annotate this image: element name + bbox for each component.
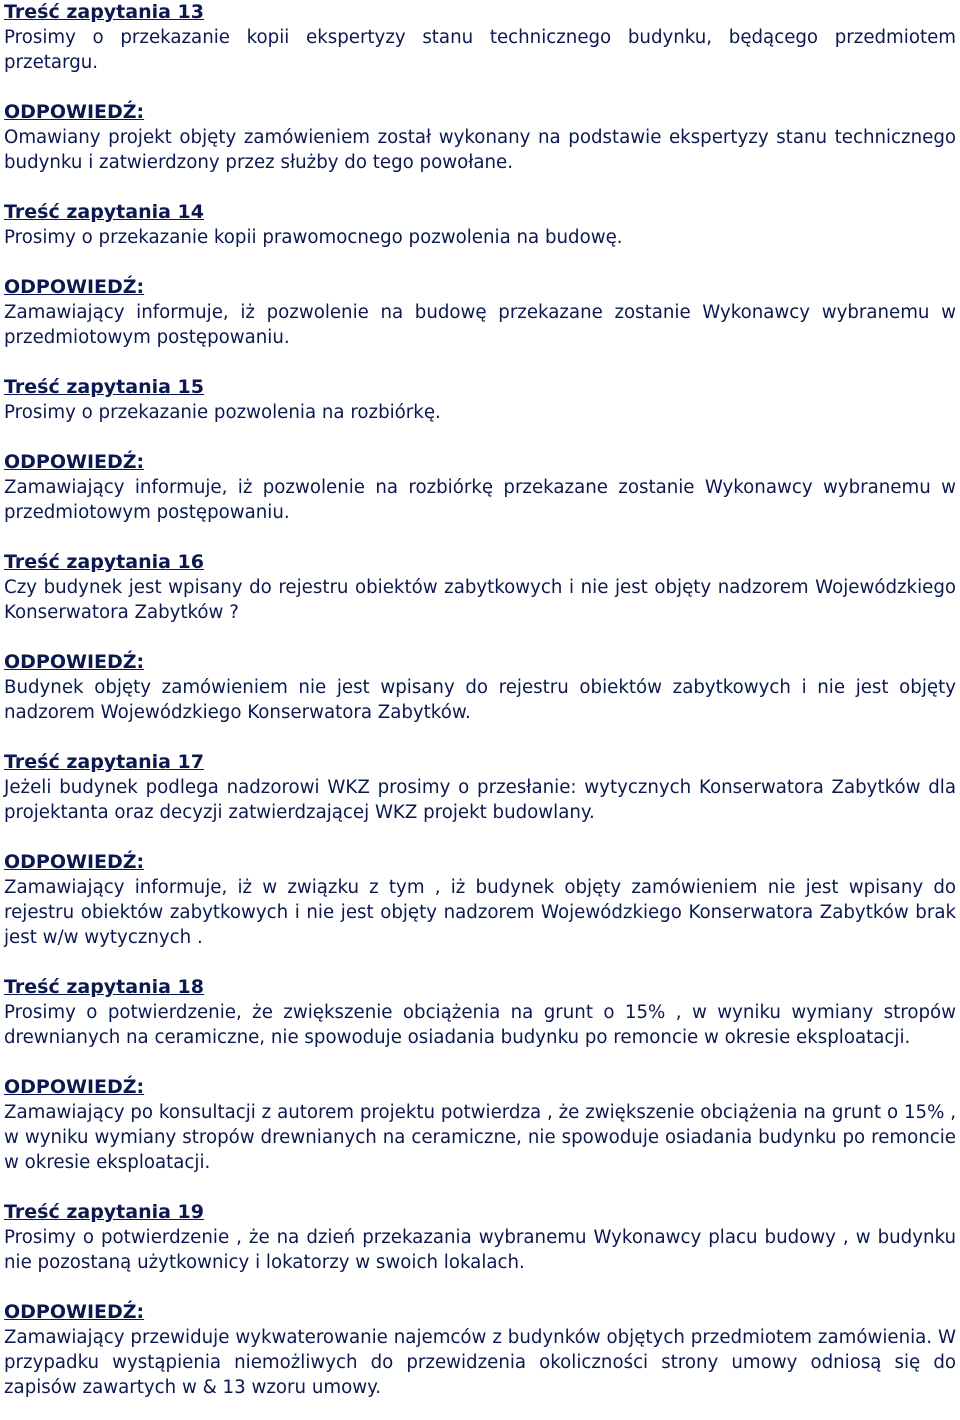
question-text: Prosimy o potwierdzenie , że na dzień przekazania wybranemu Wykonawcy placu budowy , w budynku nie pozostaną użytkownicy i lokatorzy w swoich lokalach.	[4, 1227, 956, 1273]
question-text: Prosimy o przekazanie kopii prawomocnego pozwolenia na budowę.	[4, 227, 623, 248]
question-title: Treść zapytania 16	[4, 551, 205, 573]
question-title: Treść zapytania 15	[4, 376, 205, 398]
answer-label: ODPOWIEDŹ:	[4, 851, 145, 873]
answer-text: Zamawiający po konsultacji z autorem projektu potwierdza , że zwiększenie obciążenia na grunt o 15% , w wyniku wymiany stropów drewnianych na ceramiczne, nie spowoduje osiadania budynku po remoncie w okresie eksploatacji.	[4, 1102, 956, 1173]
question-title: Treść zapytania 18	[4, 976, 205, 998]
question-title: Treść zapytania 13	[4, 1, 205, 23]
question-text: Prosimy o przekazanie pozwolenia na rozbiórkę.	[4, 402, 441, 423]
qa-block-14	[4, 200, 956, 375]
answer-label: ODPOWIEDŹ:	[4, 1076, 145, 1098]
answer-text: Omawiany projekt objęty zamówieniem został wykonany na podstawie ekspertyzy stanu technicznego budynku i zatwierdzony przez służby do tego powołane.	[4, 127, 956, 173]
qa-block-19	[4, 1200, 956, 1400]
answer-label: ODPOWIEDŹ:	[4, 1301, 145, 1323]
answer-label: ODPOWIEDŹ:	[4, 451, 145, 473]
qa-block-16	[4, 550, 956, 750]
question-text: Jeżeli budynek podlega nadzorowi WKZ prosimy o przesłanie: wytycznych Konserwatora Zabytków dla projektanta oraz decyzji zatwierdzającej WKZ projekt budowlany.	[4, 777, 956, 823]
answer-text: Budynek objęty zamówieniem nie jest wpisany do rejestru obiektów zabytkowych i nie jest objęty nadzorem Wojewódzkiego Konserwatora Zabytków.	[4, 677, 956, 723]
answer-label: ODPOWIEDŹ:	[4, 276, 145, 298]
answer-text: Zamawiający przewiduje wykwaterowanie najemców z budynków objętych przedmiotem zamówienia. W przypadku wystąpienia niemożliwych do przewidzenia okoliczności strony umowy odniosą się do zapisów zawartych w & 13 wzoru umowy.	[4, 1327, 956, 1398]
question-text: Czy budynek jest wpisany do rejestru obiektów zabytkowych i nie jest objęty nadzorem Wojewódzkiego Konserwatora Zabytków ?	[4, 577, 956, 623]
question-text: Prosimy o potwierdzenie, że zwiększenie obciążenia na grunt o 15% , w wyniku wymiany stropów drewnianych na ceramiczne, nie spowoduje osiadania budynku po remoncie w okresie eksploatacji.	[4, 1002, 956, 1048]
answer-text: Zamawiający informuje, iż w związku z tym , iż budynek objęty zamówieniem nie jest wpisany do rejestru obiektów zabytkowych i nie jest objęty nadzorem Wojewódzkiego Konserwatora Zabytków brak jest w/w wytycznych .	[4, 877, 956, 948]
qa-block-18	[4, 975, 956, 1200]
answer-label: ODPOWIEDŹ:	[4, 651, 145, 673]
qa-block-15	[4, 375, 956, 550]
question-text: Prosimy o przekazanie kopii ekspertyzy stanu technicznego budynku, będącego przedmiotem przetargu.	[4, 27, 956, 73]
answer-text: Zamawiający informuje, iż pozwolenie na rozbiórkę przekazane zostanie Wykonawcy wybranemu w przedmiotowym postępowaniu.	[4, 477, 956, 523]
answer-label: ODPOWIEDŹ:	[4, 101, 145, 123]
question-title: Treść zapytania 14	[4, 201, 205, 223]
question-title: Treść zapytania 19	[4, 1201, 205, 1223]
question-title: Treść zapytania 17	[4, 751, 205, 773]
qa-block-13	[4, 0, 956, 200]
answer-text: Zamawiający informuje, iż pozwolenie na budowę przekazane zostanie Wykonawcy wybranemu w przedmiotowym postępowaniu.	[4, 302, 956, 348]
qa-block-17	[4, 750, 956, 975]
